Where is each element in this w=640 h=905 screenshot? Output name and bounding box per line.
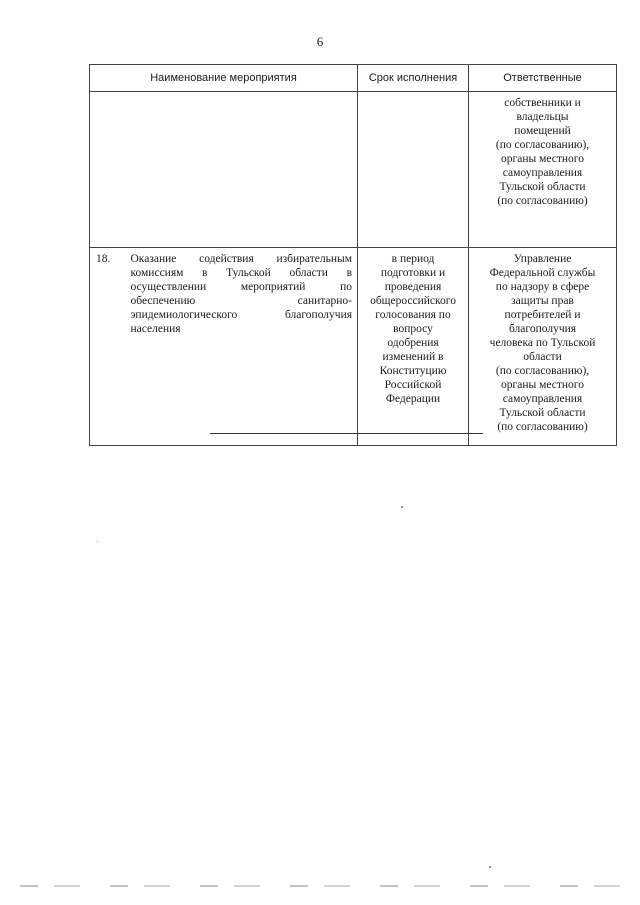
name-line: населения <box>130 323 181 335</box>
responsible-line: Федеральной службы <box>489 267 596 279</box>
row-name <box>128 248 358 446</box>
header-name: Наименование мероприятия <box>90 65 358 92</box>
responsible-line: (по согласованию), <box>495 365 590 377</box>
name-line: осуществлении мероприятий по <box>130 281 353 293</box>
responsible-line: помещений <box>514 125 571 137</box>
term-line: Федерации <box>385 393 441 405</box>
term-line: голосования по <box>375 309 451 321</box>
responsible-line: самоуправления <box>502 393 583 405</box>
header-responsible: Ответственные <box>469 65 617 92</box>
responsible-line: самоуправления <box>502 167 583 179</box>
term-line: одобрения <box>387 337 439 349</box>
header-term: Срок исполнения <box>358 65 469 92</box>
row-number <box>90 92 128 248</box>
term-line: вопросу <box>393 323 433 335</box>
scan-speck <box>97 541 98 542</box>
page-number: 6 <box>316 34 324 49</box>
name-line: Оказание содействия избирательным <box>130 253 353 265</box>
table-header-row <box>90 65 617 92</box>
row-responsible <box>469 92 617 248</box>
term-line: изменений в <box>382 351 444 363</box>
end-separator-line <box>210 433 483 434</box>
term-line: общероссийского <box>370 295 456 307</box>
responsible-line: (по согласованию), <box>495 139 590 151</box>
term-line: Конституцию <box>379 365 447 377</box>
responsible-line: по надзору в сфере <box>495 281 590 293</box>
row-responsible <box>469 248 617 446</box>
responsible-line: Тульской области <box>499 181 586 193</box>
name-line: комиссиям в Тульской области в <box>130 267 353 279</box>
scan-speck <box>401 506 403 508</box>
scan-speck <box>489 866 491 868</box>
row-term <box>358 248 469 446</box>
name-line: эпидемиологического благополучия <box>130 309 353 321</box>
row-number: 18. <box>90 248 128 446</box>
responsible-line: Управление <box>513 253 572 265</box>
term-line: в период <box>391 253 435 265</box>
row-term <box>358 92 469 248</box>
responsible-line: владельцы <box>516 111 569 123</box>
responsible-line: собственники и <box>504 97 581 109</box>
responsible-line: (по согласованию) <box>497 421 588 433</box>
table-row <box>90 248 617 446</box>
term-line: подготовки и <box>380 267 446 279</box>
responsible-line: человека по Тульской <box>489 337 596 349</box>
responsible-line: органы местного <box>501 379 584 391</box>
responsible-line: защиты прав <box>511 295 574 307</box>
responsible-line: Тульской области <box>499 407 586 419</box>
responsible-line: органы местного <box>501 153 584 165</box>
name-line: обеспечению санитарно- <box>130 295 353 307</box>
scan-edge-noise <box>20 885 620 887</box>
responsible-line: области <box>523 351 562 363</box>
term-line: Российской <box>384 379 442 391</box>
table-row <box>90 92 617 248</box>
responsible-line: благополучия <box>508 323 577 335</box>
responsible-line: (по согласованию) <box>497 195 588 207</box>
responsible-line: потребителей и <box>504 309 581 321</box>
row-name <box>128 92 358 248</box>
events-table <box>89 64 617 446</box>
term-line: проведения <box>384 281 442 293</box>
